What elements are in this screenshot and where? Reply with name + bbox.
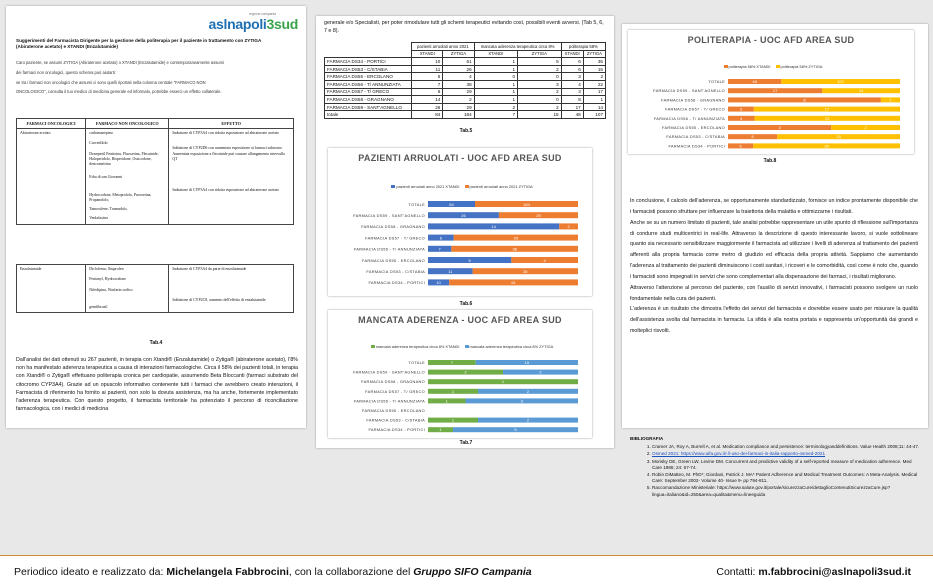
- category-label: FARMACIA DS34 - PORTICI: [368, 427, 425, 433]
- chart-caption: Tab.7: [459, 440, 473, 446]
- table-cell: 3: [561, 88, 583, 96]
- paragraph: Attraverso l'attenzione al percorso del paziente, con l'ausilio di servizi innovativi, i farmacisti possono svolgere un ruolo fondamentale nella cura dei pazienti.: [630, 284, 918, 302]
- table-cell: 38: [443, 80, 474, 88]
- data-table-tab5: [324, 42, 606, 119]
- bar-value-label: 1: [445, 398, 448, 404]
- intro-line: Caro paziente, se assumi ZYTIGA (Abiraterone acetato) o XTANDI (Enzalutamide) e contemporaneamente assumi: [16, 60, 224, 65]
- bar-value-label: 14: [491, 224, 496, 230]
- table-cell: 1: [474, 65, 517, 73]
- table-cell: 15: [583, 65, 605, 73]
- bar-value-label: 7: [438, 246, 441, 252]
- page1-intro: [16, 58, 286, 97]
- table-cell: 29: [443, 88, 474, 96]
- category-label: FARMACIA DS59 - SANT'AGNELLO: [653, 88, 725, 94]
- intro-line: se tra i farmaci non oncologici che assumi ci sono quelli riportati nella colonna centrale "FARMACO NON: [16, 79, 206, 85]
- table-cell: FARMACIA DS58 - GRAGNANO: [325, 96, 412, 104]
- bibliography-item: 4. Robin DiMatteo, M. PhD*; Giordani, Patrick J. MA* Patient Adherence and Medical Treatment Outcomes: A Meta-Analysis. Medical Care: September 2002- Volume 40- Issue 9- pp 794-811.: [652, 472, 920, 484]
- bar-value-label: 184: [523, 201, 530, 207]
- bar-value-label: 15: [524, 360, 530, 365]
- bar-value-label: 3: [520, 398, 523, 404]
- table-cell: 5: [518, 58, 562, 66]
- bar-value-label: 6: [751, 134, 754, 140]
- chart-svg: [328, 148, 592, 296]
- bar-value-label: 3: [739, 106, 743, 112]
- drug-name: Fentanyl, Hydrocodone: [89, 277, 126, 282]
- bar-value-label: 6: [439, 235, 442, 241]
- footer-text: , con la collaborazione del: [288, 566, 414, 578]
- table-sub-header: XTANDI: [561, 50, 583, 58]
- legend-label: politerapia 58% XTANDI: [728, 64, 771, 69]
- table-cell: FARMACIA DS55 - ERCOLANO: [325, 73, 412, 81]
- footer: [0, 555, 933, 585]
- table-cell: 0: [474, 73, 517, 81]
- bar-value-label: 17: [824, 106, 830, 112]
- category-label: FARMACIA DS53 - C/STABIA: [366, 269, 425, 274]
- table-row: [325, 111, 606, 119]
- table-sub-header: ZYTIGA: [518, 50, 562, 58]
- chart-title-text: MANCATA ADERENZA - UOC AFD AREA SUD: [358, 315, 562, 325]
- table-cell: FARMACIA DS53 - C/STABIA: [325, 65, 412, 73]
- bar-value-label: 2: [526, 388, 530, 394]
- bar-value-label: 4: [543, 257, 546, 263]
- category-label: FARMACIA DS55 - ERCOLANO: [662, 125, 725, 130]
- chart-caption: Tab.8: [763, 158, 777, 164]
- category-label: FARMACIA DS55 - ERCOLANO: [362, 408, 425, 413]
- bar-value-label: 1: [451, 417, 455, 423]
- bar-value-label: 17: [772, 88, 778, 94]
- category-label: FARMACIA DS53 - C/STABIA: [666, 134, 725, 140]
- table-cell: 6: [412, 88, 443, 96]
- table-cell: 184: [443, 111, 474, 119]
- bar-value-label: 5: [468, 257, 471, 263]
- chart-title-text: POLITERAPIA - UOC AFD AREA SUD: [687, 35, 855, 45]
- table-row: [325, 65, 606, 73]
- category-label: FARMACIA DS58 - GRAGNANO: [361, 224, 425, 230]
- table-cell: 1: [474, 96, 517, 104]
- bar-value-label: 1: [439, 427, 442, 433]
- category-label: FARMACIA DS56 - T/ ANNUNZIATA: [353, 398, 425, 404]
- table-row: [325, 80, 606, 88]
- table-cell: 6: [561, 58, 583, 66]
- footer-text: Contatti:: [716, 566, 759, 578]
- table-sub-header: ZYTIGA: [583, 50, 605, 58]
- table-cell: 14: [412, 96, 443, 104]
- table-cell: 1: [583, 96, 605, 104]
- category-label: FARMACIA DS57 - T/ GRECO: [365, 235, 425, 241]
- bar-value-label: 35: [824, 143, 829, 149]
- effect-text: Inibizione di CYP2C8, aumento dell'effetto di enzalutamide: [172, 298, 266, 303]
- paragraph: In conclusione, il calcolo dell'aderenza, se opportunamente standardizzato, fornisce un indice prontamente disponibile che i farmacisti possono sfruttare per influenzare la traiettoria della malattia e ottimizzarne i risultati.: [630, 198, 918, 215]
- category-label: TOTALE: [408, 201, 425, 207]
- logo-subtitle: regione campania: [249, 12, 276, 16]
- table-cell: 0: [518, 96, 562, 104]
- bar-value-label: 7: [450, 360, 453, 365]
- chart-mancata-aderenza: [328, 310, 592, 438]
- footer-text: Periodico ideato e realizzato da:: [14, 566, 167, 578]
- bar-value-label: 2: [526, 417, 530, 423]
- category-label: FARMACIA DS58 - GRAGNANO: [361, 379, 425, 385]
- table-cell: 2: [518, 103, 562, 111]
- group-name: Gruppo SIFO Campania: [413, 566, 532, 578]
- drug-name: Carvedilolo: [89, 141, 108, 146]
- legend-label: politerapia 58% ZYTIGA: [780, 64, 823, 69]
- category-label: FARMACIA DS56 - T/ ANNUNZIATA: [353, 246, 425, 252]
- drug-name: Venlafaxina: [89, 216, 108, 221]
- table-cell: 2: [474, 103, 517, 111]
- bar-value-label: 10: [436, 280, 441, 286]
- chart-svg: [628, 30, 914, 154]
- bar-value-label: 22: [825, 115, 830, 121]
- footer-contacts: [716, 566, 911, 578]
- bar-value-label: 2: [539, 369, 542, 375]
- bar-value-label: 1: [889, 97, 892, 103]
- bibliography-item: 1. Cramer JA, Roy A, Burrell A, et al. Medication compliance and persistence: terminologyanddefinitions. Value Health 2008;11: 44-47.: [652, 444, 920, 450]
- table-cell: 35: [583, 58, 605, 66]
- conclusions-text: [630, 196, 918, 337]
- table-cell: 84: [412, 111, 443, 119]
- document-page-2: [316, 16, 614, 448]
- chart-svg: [328, 310, 592, 438]
- drug-name: gemfibrozil: [89, 304, 108, 309]
- category-label: FARMACIA DS34 - PORTICI: [668, 143, 725, 149]
- chart-caption: Tab.6: [459, 301, 473, 307]
- table-cell: 1: [474, 58, 517, 66]
- table-row: [325, 96, 606, 104]
- table-cell: 4: [443, 73, 474, 81]
- table-cell: 5: [412, 73, 443, 81]
- drug-name: Erba di san Giovanni: [89, 175, 123, 180]
- interactions-table-enzalutamide: [16, 264, 294, 313]
- table-cell: 1: [474, 80, 517, 88]
- page2-intro-text: generale e/o Specialisti, per poter rimodulare tutti gli schemi terapeutici evitando così, possibili eventi avversi. (Tab 5, 6, 7 e 8).: [324, 20, 604, 34]
- table-cell: 11: [412, 65, 443, 73]
- table-cell: 8: [561, 96, 583, 104]
- bar-value-label: 1: [501, 379, 505, 385]
- bar-value-label: 2: [567, 224, 570, 230]
- bar-value-label: 26: [523, 269, 528, 274]
- category-label: FARMACIA DS59 - SANT'AGNELLO: [353, 369, 425, 375]
- table-cell: 17: [561, 103, 583, 111]
- author-name: Michelangela Fabbrocini: [166, 566, 289, 578]
- effect-text: Induzione di CYP3A4 con ridotta esposizione ad abiraterone acetato: [172, 188, 280, 193]
- document-page-1: [6, 6, 306, 428]
- table-cell: 1: [474, 88, 517, 96]
- category-label: FARMACIA DS59 - SANT'AGNELLO: [353, 213, 425, 218]
- paragraph: Anche se su un numero limitato di pazienti, tale analisi potrebbe rappresentare un utile spunto di riflessione sull'importanza di condurre studi multicentrici in real-life. Attraverso la descrizione di questo interessante lavoro, si vuole sottolineare quanto sia necessario sensibilizzare maggiormente il farmacista ad utilizzare i livelli di aderenza al trattamento dei pazienti afferenti alla propria farmacia come metro di giudizio ed efficacia della propria attività. Sappiamo che aumentando l'aderenza al trattamento dei pazienti diminuiscono i costi sanitari, i ricoveri e le comorbidità, così come è noto che, quando i farmacisti sono impegnati in servizi che sono complementari alla dispensazione dei farmaci, i risultati migliorano.: [630, 219, 918, 280]
- bar-value-label: 8: [803, 97, 806, 103]
- table-cell: 17: [583, 88, 605, 96]
- bar-value-label: 26: [461, 213, 466, 218]
- table-cell: 22: [583, 80, 605, 88]
- bar-value-label: 38: [512, 246, 517, 252]
- table-row: [325, 103, 606, 111]
- effect-text: Induzione di CYP3A4 con ridotta esposizione ad abiraterone acetato: [172, 131, 280, 135]
- effect-text: Induzione di CYP3A4 da parte di enzalutamide: [172, 267, 247, 271]
- page1-body-text: Dall'analisi dei dati ottenuti su 267 pazienti, in terapia con Xtandi® (Enzalutamide) o Zytiga® (abiraterone acetato), l'8% non ha manifestato aderenza terapeutica a causa di interazioni farmacologiche. Circa il 58% dei pazienti totali, in terapia con Xtandi® o Zytiga® effettuano politerapia cronica per cardiopatie, assumendo Beta Bloccanti (farmaci substrato del citocromo CYP3A4). Grazie ad un opuscolo informativo contenente tutti i farmaci che avrebbero creato interazioni, il Farmacista di riferimento ha fornito ai pazienti, non solo la dovuta assistenza, ma ha anche, fortemente implementato l'aderenza terapeutica. Con questo progetto, il farmacista territoriale ha potenziato il percorso di riconciliazione farmacologica, con i medici di medicina: [16, 357, 298, 413]
- bar-value-label: 29: [513, 235, 519, 241]
- table-cell: Abiraterone acetato: [17, 129, 86, 225]
- table-cell: totale: [325, 111, 412, 119]
- bar-value-label: 29: [536, 213, 541, 218]
- table-cell: 3: [561, 73, 583, 81]
- bar-value-label: 14: [858, 88, 864, 94]
- table-cell: [169, 265, 294, 313]
- category-label: TOTALE: [408, 360, 425, 365]
- table-sub-header: ZYTIGA: [443, 50, 474, 58]
- drug-name: Hydrocodone, Metoprololo, Paroxetina, Propanololo,: [89, 192, 152, 202]
- table-row: [325, 88, 606, 96]
- bibliography-title: BIBLIOGRAFIA: [630, 436, 664, 441]
- table-cell: 10: [412, 58, 443, 66]
- category-label: TOTALE: [708, 79, 725, 84]
- bibliography-item[interactable]: [652, 451, 920, 457]
- table-cell: 107: [583, 111, 605, 119]
- table-cell: Enzalutamide: [17, 265, 86, 313]
- table-cell: 7: [412, 80, 443, 88]
- bar-value-label: 61: [511, 280, 516, 286]
- chart-politerapia: [628, 30, 914, 154]
- table-cell: 48: [561, 111, 583, 119]
- paragraph: L'aderenza è un risultato che dimostra l'effetto dei servizi del farmacista e dovrebbe essere usato per misurare la qualità dell'assistenza svolta dal farmacista in farmacia. La sfida è alla nostra portata e rappresenta un'opportunità dai grandi e molteplici risvolti.: [630, 306, 918, 335]
- table-group-header: pazienti arruolati anno 2021: [412, 43, 475, 51]
- table-header: EFFETTO: [169, 119, 294, 129]
- drug-name: Diclofenac, Ibuprofen: [89, 267, 124, 271]
- table-cell: 15: [518, 111, 562, 119]
- asl-logo: [209, 12, 298, 32]
- bar-value-label: 48: [752, 79, 757, 84]
- table-cell: 26: [443, 65, 474, 73]
- legend-label: pazienti arruolati anno 2021 XTANDI: [396, 184, 460, 189]
- category-label: FARMACIA DS53 - C/STABIA: [366, 417, 425, 423]
- table-cell: [169, 129, 294, 225]
- bar-value-label: 11: [448, 269, 453, 274]
- effect-text: Inibizione di CYP2D6 con aumentata esposizione ai farmaci substrato. Aumentata esposizione a flecainide può causare allungamento intervallo QT: [172, 146, 286, 161]
- table-sub-header: XTANDI: [474, 50, 517, 58]
- contact-email[interactable]: m.fabbrocini@aslnapoli3sud.it: [758, 566, 911, 578]
- bibliography: [630, 436, 920, 499]
- chart-title-text: PAZIENTI ARRUOLATI - UOC AFD AREA SUD: [358, 153, 562, 163]
- table-cell: 7: [474, 111, 517, 119]
- osmed-link[interactable]: Osmed 2021: https://www.aifa.gov.it/-/l-uso-dei-farmaci-in-italia-rapporto-osmed-2021: [652, 451, 826, 457]
- bar-value-label: 2: [464, 369, 467, 375]
- table-cell: 2: [518, 88, 562, 96]
- intro-line: dei farmaci non oncologici, questo schema può aiutarti:: [16, 69, 116, 75]
- table-cell: 2: [443, 96, 474, 104]
- drug-name: Donepezil Fenitoina, Fluoxetina, Flecainide, Haloperidolo, Risperidone, Ossicodone, destrometrina: [89, 151, 159, 167]
- table-cell: 26: [412, 103, 443, 111]
- table-cell: FARMACIA DS59 - SANT'AGNELLO: [325, 103, 412, 111]
- table-cell: 2: [583, 73, 605, 81]
- table-corner: [325, 43, 412, 58]
- table-header: FARMACO NON ONCOLOGICO: [86, 119, 169, 129]
- bar-value-label: 107: [837, 79, 844, 84]
- table-sub-header: XTANDI: [412, 50, 443, 58]
- table-caption: Tab.5: [459, 128, 473, 134]
- table-cell: [86, 129, 169, 225]
- chart-pazienti-arruolati: [328, 148, 592, 296]
- table-cell: 14: [583, 103, 605, 111]
- table-row: [325, 73, 606, 81]
- logo-text-b: 3sud: [266, 16, 298, 32]
- category-label: FARMACIA DS57 - T/ GRECO: [665, 106, 725, 112]
- table-cell: 6: [561, 65, 583, 73]
- table-cell: 0: [518, 73, 562, 81]
- table-cell: 4: [561, 80, 583, 88]
- table-group-header: mancata aderenza terapeutica circa 8%: [474, 43, 561, 51]
- table-header: FARMACI ONCOLOGICI: [17, 119, 86, 129]
- bar-value-label: 3: [778, 125, 781, 130]
- category-label: FARMACIA DS34 - PORTICI: [368, 280, 425, 286]
- bar-value-label: 84: [449, 201, 454, 207]
- table-cell: 3: [518, 80, 562, 88]
- interactions-table-abiraterone: [16, 118, 294, 225]
- table-group-header: politerapia 58%: [561, 43, 605, 51]
- drug-name: carbamazepina: [89, 131, 113, 135]
- bar-value-label: 5: [514, 427, 517, 433]
- bar-value-label: 6: [739, 143, 742, 149]
- table-caption: Tab.4: [149, 340, 163, 346]
- bibliography-list: [630, 444, 920, 498]
- legend-label: mancata aderenza terapeutica circa 8% ZYTIGA: [469, 344, 554, 349]
- table-cell: FARMACIA DS56 - T/ ANNUNZIATA: [325, 80, 412, 88]
- category-label: FARMACIA DS55 - ERCOLANO: [362, 257, 425, 263]
- page1-heading: Suggerimenti del Farmacista Dirigente per la gestione della politerapia per il paziente in trattamento con ZYTIGA (Abiraterone acetato) e XTANDI (Enzalutamide): [16, 38, 262, 50]
- bibliography-item: 5. Raccomandazione Ministeriale: https://www.salute.gov.it/portale/sicurezzaCure/dettaglioContenutiSicurezzaCure.jsp?lingua=italiano&id=250&area=qualita&menu=lineeguida: [652, 485, 920, 497]
- logo-text-a: aslnapoli: [208, 16, 267, 32]
- bar-value-label: 15: [836, 134, 841, 140]
- logo-text: [209, 16, 298, 32]
- drug-name: Nifedipina, Warfarin sodico: [89, 287, 133, 292]
- bar-value-label: 4: [740, 115, 743, 121]
- intro-line: ONCOLOGICO", consulta il tuo medico di medicina generale ed informalo, potrebbe esserci un effetto collaterale.: [16, 89, 222, 95]
- table-cell: 61: [443, 58, 474, 66]
- bar-value-label: 1: [451, 388, 455, 394]
- legend-label: pazienti arruolati anno 2021 ZYTIGA: [469, 184, 533, 189]
- bar-value-label: 2: [864, 125, 867, 130]
- category-label: FARMACIA DS56 - T/ ANNUNZIATA: [653, 115, 725, 121]
- table-cell: FARMACIA DS57 - T/ GRECO: [325, 88, 412, 96]
- legend-label: mancata aderenza terapeutica circa 8% XTANDI: [375, 344, 460, 349]
- table-cell: 29: [443, 103, 474, 111]
- footer-credits: [14, 566, 532, 578]
- bibliography-item: 3. Morisky DE, Green LW, Levine DM. Concurrent and predictive validity of a self-reported measure of medication adherence. Med Care 1986; 24: 67-74.: [652, 459, 920, 471]
- table-cell: [86, 265, 169, 313]
- table-cell: 2: [518, 65, 562, 73]
- table-row: [325, 58, 606, 66]
- drug-name: Tamoxifene, Tramadolo,: [89, 207, 128, 212]
- category-label: FARMACIA DS57 - T/ GRECO: [365, 388, 425, 394]
- category-label: FARMACIA DS58 - GRAGNANO: [661, 97, 725, 103]
- table-cell: FARMACIA DS34 - PORTICI: [325, 58, 412, 66]
